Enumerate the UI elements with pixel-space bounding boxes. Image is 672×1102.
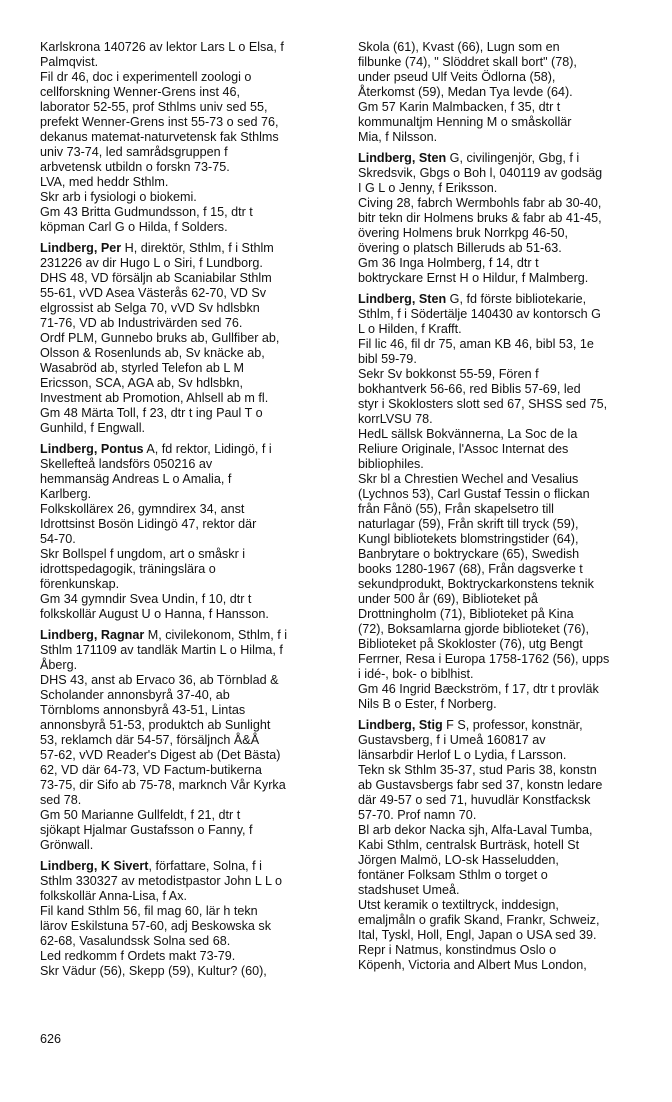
entry-text: Kungl bibliotekets blomstringstider (64), (358, 532, 579, 546)
entry-line (40, 763, 336, 778)
entry-text: länsarbdir Herlof L o Lydia, f Larsson. (358, 748, 567, 762)
entry-text: 53, reklamch där 54-57, försäljnch Å&Å (40, 733, 260, 747)
entry-name: Lindberg, Sten (358, 151, 447, 165)
biography-entry (358, 292, 654, 712)
entry-text: Nils B o Ester, f Norberg. (358, 697, 497, 711)
entry-line (40, 442, 336, 457)
page-number: 626 (40, 1032, 62, 1046)
entry-line (40, 808, 336, 823)
entry-text: Jörgen Malmö, LO-sk Hasseludden, (358, 853, 559, 867)
entry-text: Olsson & Rosenlunds ab, Sv knäcke ab, (40, 346, 265, 360)
entry-text: cellforskning Wenner-Grens inst 46, (40, 85, 240, 99)
entry-line (358, 130, 654, 145)
entry-line (358, 868, 654, 883)
entry-text: Fil dr 46, doc i experimentell zoologi o (40, 70, 252, 84)
entry-line (40, 688, 336, 703)
entry-text: Fil kand Sthlm 56, fil mag 60, lär h tekn (40, 904, 258, 918)
entry-line (40, 643, 336, 658)
entry-line (358, 166, 654, 181)
entry-text: arbvetensk utbildn o forskn 73-75. (40, 160, 230, 174)
entry-text: Repr i Natmus, konstindmus Oslo o (358, 943, 557, 957)
entry-text: books 1280-1967 (68), Från dagsverke t (358, 562, 583, 576)
entry-line (358, 562, 654, 577)
entry-line (40, 256, 336, 271)
entry-text: Fil lic 46, fil dr 75, aman KB 46, bibl 53, 1e (358, 337, 594, 351)
entry-text: Sthlm 330327 av metodistpastor John L L o (40, 874, 282, 888)
entry-text: sjökapt Hjalmar Gustafsson o Fanny, f (40, 823, 253, 837)
entry-line (40, 517, 336, 532)
entry-line (358, 943, 654, 958)
entry-line (358, 100, 654, 115)
entry-line (358, 502, 654, 517)
entry-text: 57-70. Prof namn 70. (358, 808, 477, 822)
entry-line (358, 442, 654, 457)
entry-text: bibl 59-79. (358, 352, 417, 366)
entry-line (40, 904, 336, 919)
entry-text: dekanus matemat-naturvetensk fak Sthlms (40, 130, 279, 144)
entry-line (40, 487, 336, 502)
entry-line (358, 382, 654, 397)
entry-line (358, 256, 654, 271)
entry-text: Törnbloms annonsbyrå 43-51, Lintas (40, 703, 246, 717)
entry-text: Skr Bollspel f ungdom, art o småskr i (40, 547, 246, 561)
entry-text: Skr Vädur (56), Skepp (59), Kultur? (60), (40, 964, 267, 978)
entry-text: DHS 43, anst ab Ervaco 36, ab Törnblad & (40, 673, 279, 687)
left-column (40, 40, 336, 985)
entry-text: Ericsson, SCA, AGA ab, Sv hdlsbkn, (40, 376, 243, 390)
entry-text: fontäner Folksam Sthlm o torget o (358, 868, 548, 882)
entry-text: Bl arb dekor Nacka sjh, Alfa-Laval Tumba, (358, 823, 593, 837)
entry-text: övering o platsch Billeruds ab 51-63. (358, 241, 562, 255)
entry-line (358, 718, 654, 733)
biography-entry (40, 859, 336, 979)
entry-line (358, 457, 654, 472)
entry-text: Karlberg. (40, 487, 92, 501)
entry-text: 54-70. (40, 532, 76, 546)
entry-text: Ferrner, Resa i Europa 1758-1762 (56), upps (358, 652, 610, 666)
entry-text: Köpenh, Victoria and Albert Mus London, (358, 958, 587, 972)
entry-text: Skredsvik, Gbgs o Boh l, 040119 av godsäg (358, 166, 603, 180)
entry-text: G, fd förste bibliotekarie, (446, 292, 587, 306)
entry-line (358, 793, 654, 808)
entry-line (358, 853, 654, 868)
entry-line (40, 160, 336, 175)
entry-text: Skr bl a Chrestien Wechel and Vesalius (358, 472, 579, 486)
entry-text: kommunaltjm Henning M o småskollär (358, 115, 572, 129)
entry-line (358, 337, 654, 352)
entry-text: Sthlm 171109 av tandläk Martin L o Hilma, f (40, 643, 283, 657)
biography-entry (40, 628, 336, 853)
entry-text: där 49-57 o sed 71, huvudlär Konstfacksk (358, 793, 591, 807)
entry-line (40, 748, 336, 763)
entry-text: DHS 48, VD försäljn ab Scaniabilar Sthlm (40, 271, 272, 285)
entry-text: laborator 52-55, prof Sthlms univ sed 55, (40, 100, 268, 114)
entry-line (358, 898, 654, 913)
entry-text: Mia, f Nilsson. (358, 130, 438, 144)
entry-name: Lindberg, Pontus (40, 442, 144, 456)
entry-line (358, 652, 654, 667)
biography-entry (358, 40, 654, 145)
entry-line (358, 913, 654, 928)
entry-text: Ital, Tyskl, Holl, Engl, Japan o USA sed 39. (358, 928, 597, 942)
right-column (358, 40, 654, 979)
entry-text: Gm 43 Britta Gudmundsson, f 15, dtr t (40, 205, 253, 219)
entry-text: styr i Skoklosters slott sed 67, SHSS sed 75, (358, 397, 608, 411)
entry-line (40, 874, 336, 889)
entry-text: L o Hilden, f Krafft. (358, 322, 462, 336)
entry-text: Gm 48 Märta Toll, f 23, dtr t ing Paul T o (40, 406, 263, 420)
entry-text: emaljmåln o grafik Skand, Frankr, Schweiz, (358, 913, 600, 927)
entry-text: förenkunskap. (40, 577, 120, 591)
entry-line (40, 778, 336, 793)
entry-line (40, 286, 336, 301)
entry-line (40, 145, 336, 160)
entry-text: under pseud Ulf Veits Ödlorna (58), (358, 70, 556, 84)
entry-text: lärov Eskilstuna 57-60, adj Beskowska sk (40, 919, 271, 933)
entry-line (358, 697, 654, 712)
entry-line (40, 628, 336, 643)
entry-text: Gustavsberg, f i Umeå 160817 av (358, 733, 546, 747)
entry-line (358, 667, 654, 682)
entry-line (358, 958, 654, 973)
entry-text: Åberg. (40, 658, 78, 672)
entry-line (358, 226, 654, 241)
entry-text: från Fånö (55), Från skapelsetro till (358, 502, 554, 516)
entry-line (358, 115, 654, 130)
biography-entry (40, 442, 336, 622)
entry-text: 62-68, Vasalundssk Solna sed 68. (40, 934, 231, 948)
entry-text: HedL sällsk Bokvännerna, La Soc de la (358, 427, 578, 441)
entry-text: Biblioteket på Skokloster (76), utg Bengt (358, 637, 583, 651)
entry-text: univ 73-74, led samrådsgruppen f (40, 145, 228, 159)
entry-line (40, 316, 336, 331)
entry-text: annonsbyrå 51-53, produktch ab Sunlight (40, 718, 271, 732)
entry-line (40, 703, 336, 718)
entry-text: naturlagar (59), Från skrift till tryck (59), (358, 517, 579, 531)
biography-entry (358, 151, 654, 286)
entry-line (358, 487, 654, 502)
entry-line (40, 175, 336, 190)
biography-entry (40, 241, 336, 436)
entry-line (358, 307, 654, 322)
entry-text: Karlskrona 140726 av lektor Lars L o Elsa, f (40, 40, 284, 54)
entry-line (358, 622, 654, 637)
entry-text: under 500 år (69), Biblioteket på (358, 592, 538, 606)
biography-entry (358, 718, 654, 973)
entry-text: 57-62, vVD Reader's Digest ab (Det Bästa) (40, 748, 281, 762)
entry-line (358, 637, 654, 652)
entry-line (40, 838, 336, 853)
entry-line (40, 346, 336, 361)
entry-line (40, 70, 336, 85)
entry-text: Palmqvist. (40, 55, 99, 69)
entry-text: , författare, Solna, f i (148, 859, 262, 873)
entry-line (358, 778, 654, 793)
entry-text: Drottningholm (71), Biblioteket på Kina (358, 607, 574, 621)
entry-text: hemmansäg Andreas L o Amalia, f (40, 472, 232, 486)
entry-text: Gm 46 Ingrid Bæckström, f 17, dtr t provläk (358, 682, 599, 696)
entry-line (358, 577, 654, 592)
entry-line (358, 838, 654, 853)
entry-text: sekundprodukt, Boktryckarkonstens teknik (358, 577, 594, 591)
entry-text: G, civilingenjör, Gbg, f i (446, 151, 580, 165)
entry-line (40, 421, 336, 436)
entry-text: övering Holmens bruk Norrkpg 46-50, (358, 226, 568, 240)
entry-line (358, 517, 654, 532)
entry-text: köpman Carl G o Hilda, f Solders. (40, 220, 228, 234)
entry-text: I G L o Jenny, f Eriksson. (358, 181, 498, 195)
entry-text: Skellefteå landsförs 050216 av (40, 457, 213, 471)
entry-line (40, 919, 336, 934)
entry-line (40, 733, 336, 748)
entry-line (358, 271, 654, 286)
entry-line (40, 391, 336, 406)
entry-text: Utst keramik o textiltryck, inddesign, (358, 898, 559, 912)
entry-line (40, 115, 336, 130)
entry-line (40, 607, 336, 622)
entry-text: Wasabröd ab, styrled Telefon ab L M (40, 361, 244, 375)
entry-text: i idé-, bok- o biblhist. (358, 667, 474, 681)
entry-line (40, 40, 336, 55)
entry-text: Folkskollärex 26, gymndirex 34, anst (40, 502, 245, 516)
entry-line (40, 100, 336, 115)
entry-text: folkskollär Anna-Lisa, f Ax. (40, 889, 187, 903)
entry-text: Ordf PLM, Gunnebo bruks ab, Gullfiber ab, (40, 331, 280, 345)
entry-line (358, 748, 654, 763)
entry-text: Grönwall. (40, 838, 94, 852)
entry-text: idrottspedagogik, träningslära o (40, 562, 216, 576)
entry-name: Lindberg, Stig (358, 718, 443, 732)
entry-line (40, 934, 336, 949)
entry-line (40, 949, 336, 964)
entry-line (40, 793, 336, 808)
entry-name: Lindberg, Per (40, 241, 122, 255)
entry-line (358, 70, 654, 85)
entry-line (40, 577, 336, 592)
entry-text: bibliophiles. (358, 457, 424, 471)
entry-text: Banbrytare o boktryckare (65), Swedish (358, 547, 580, 561)
entry-line (358, 547, 654, 562)
entry-line (40, 823, 336, 838)
entry-line (40, 271, 336, 286)
entry-line (40, 718, 336, 733)
entry-line (358, 85, 654, 100)
entry-line (358, 412, 654, 427)
entry-line (40, 55, 336, 70)
entry-text: folkskollär August U o Hanna, f Hansson. (40, 607, 269, 621)
entry-line (40, 502, 336, 517)
entry-line (358, 763, 654, 778)
entry-text: Gunhild, f Engwall. (40, 421, 146, 435)
entry-text: F S, professor, konstnär, (442, 718, 583, 732)
entry-text: filbunke (74), " Slöddret skall bort" (78), (358, 55, 577, 69)
entry-line (40, 361, 336, 376)
entry-line (358, 322, 654, 337)
entry-name: Lindberg, Ragnar (40, 628, 145, 642)
entry-text: Idrottsinst Bosön Lidingö 47, rektor där (40, 517, 257, 531)
entry-text: Gm 36 Inga Holmberg, f 14, dtr t (358, 256, 539, 270)
entry-text: Investment ab Promotion, Ahlsell ab m fl. (40, 391, 269, 405)
entry-text: bokhantverk 56-66, red Biblis 57-69, led (358, 382, 581, 396)
entry-text: stadshuset Umeå. (358, 883, 460, 897)
entry-text: Skola (61), Kvast (66), Lugn som en (358, 40, 560, 54)
entry-text: A, fd rektor, Lidingö, f i (143, 442, 272, 456)
entry-line (40, 190, 336, 205)
entry-text: Sthlm, f i Södertälje 140430 av kontorsch G (358, 307, 601, 321)
entry-text: boktryckare Ernst H o Hildur, f Malmberg. (358, 271, 589, 285)
entry-text: H, direktör, Sthlm, f i Sthlm (121, 241, 274, 255)
entry-line (40, 859, 336, 874)
entry-line (358, 367, 654, 382)
entry-text: Kabi Sthlm, centralsk Burträsk, hotell St (358, 838, 580, 852)
entry-text: 55-61, vVD Asea Västerås 62-70, VD Sv (40, 286, 267, 300)
entry-line (40, 130, 336, 145)
entry-line (40, 562, 336, 577)
entry-text: ab Gustavsbergs fabr sed 37, konstn ledare (358, 778, 603, 792)
entry-line (358, 196, 654, 211)
entry-line (358, 241, 654, 256)
entry-text: (72), Boksamlarna gjorde biblioteket (76), (358, 622, 589, 636)
entry-text: Gm 34 gymndir Svea Undin, f 10, dtr t (40, 592, 252, 606)
entry-text: Tekn sk Sthlm 35-37, stud Paris 38, konstn (358, 763, 597, 777)
entry-line (40, 406, 336, 421)
entry-line (358, 928, 654, 943)
entry-text: korrLVSU 78. (358, 412, 433, 426)
entry-line (358, 883, 654, 898)
entry-text: Scholander annonsbyrå 37-40, ab (40, 688, 230, 702)
entry-line (40, 658, 336, 673)
entry-line (358, 472, 654, 487)
entry-text: Led redkomm f Ordets makt 73-79. (40, 949, 236, 963)
entry-text: Sekr Sv bokkonst 55-59, Fören f (358, 367, 539, 381)
entry-line (358, 733, 654, 748)
entry-text: LVA, med heddr Sthlm. (40, 175, 169, 189)
entry-line (358, 532, 654, 547)
entry-name: Lindberg, K Sivert (40, 859, 149, 873)
entry-line (40, 220, 336, 235)
entry-line (40, 547, 336, 562)
entry-line (358, 592, 654, 607)
entry-text: Civing 28, fabrch Wermbohls fabr ab 30-40, (358, 196, 602, 210)
entry-line (40, 457, 336, 472)
entry-text: Skr arb i fysiologi o biokemi. (40, 190, 197, 204)
biography-entry (40, 40, 336, 235)
entry-line (358, 55, 654, 70)
entry-line (358, 397, 654, 412)
entry-line (358, 823, 654, 838)
entry-text: bitr tekn dir Holmens bruks & fabr ab 41-45, (358, 211, 602, 225)
entry-line (358, 292, 654, 307)
entry-text: elgrossist ab Selga 70, vVD Sv hdlsbkn (40, 301, 260, 315)
entry-text: Återkomst (59), Medan Tya levde (64). (358, 85, 573, 99)
entry-text: Gm 57 Karin Malmbacken, f 35, dtr t (358, 100, 561, 114)
entry-line (358, 427, 654, 442)
entry-line (40, 532, 336, 547)
entry-line (40, 673, 336, 688)
entry-line (358, 682, 654, 697)
entry-line (358, 808, 654, 823)
entry-text: M, civilekonom, Sthlm, f i (144, 628, 288, 642)
entry-text: 62, VD där 64-73, VD Factum-butikerna (40, 763, 262, 777)
entry-line (40, 592, 336, 607)
entry-line (40, 331, 336, 346)
entry-line (358, 211, 654, 226)
entry-line (358, 40, 654, 55)
entry-line (40, 301, 336, 316)
entry-line (40, 472, 336, 487)
entry-text: 231226 av dir Hugo L o Siri, f Lundborg. (40, 256, 263, 270)
entry-line (40, 889, 336, 904)
entry-text: Reliure Originale, l'Assoc Internat des (358, 442, 569, 456)
entry-name: Lindberg, Sten (358, 292, 447, 306)
entry-line (358, 607, 654, 622)
entry-text: 71-76, VD ab Industrivärden sed 76. (40, 316, 243, 330)
entry-text: prefekt Wenner-Grens inst 55-73 o sed 76, (40, 115, 279, 129)
entry-line (40, 376, 336, 391)
entry-line (40, 241, 336, 256)
entry-text: 73-75, dir Sifo ab 75-78, marknch Vår Kyrka (40, 778, 286, 792)
entry-line (40, 964, 336, 979)
entry-text: sed 78. (40, 793, 82, 807)
entry-text: Gm 50 Marianne Gullfeldt, f 21, dtr t (40, 808, 241, 822)
entry-line (358, 352, 654, 367)
entry-line (40, 85, 336, 100)
entry-text: (Lychnos 53), Carl Gustaf Tessin o flickan (358, 487, 590, 501)
entry-line (40, 205, 336, 220)
entry-line (358, 181, 654, 196)
entry-line (358, 151, 654, 166)
